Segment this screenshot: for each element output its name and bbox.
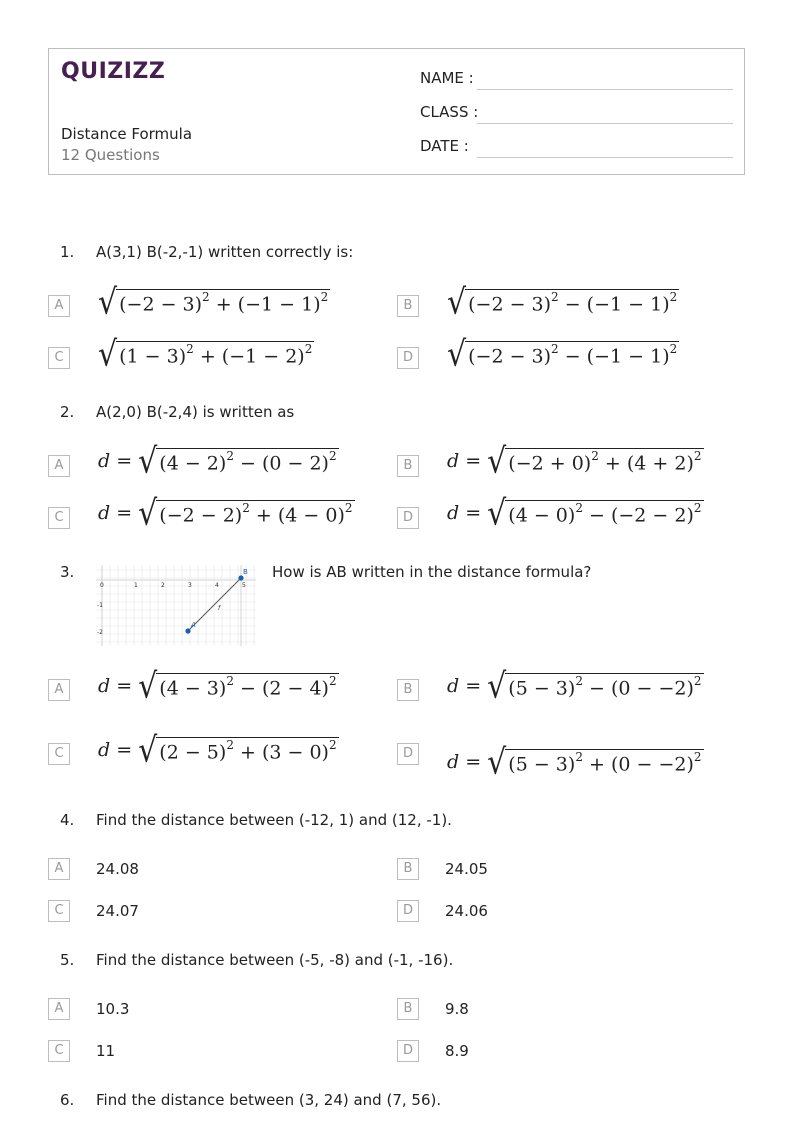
y-tick-label: -1 [97,602,103,609]
formula-option-a [98,282,330,323]
option-letter-b[interactable]: B [397,998,419,1020]
x-tick-label: 5 [242,582,246,589]
square-root: √ $(-2 - 3)^2 + (-1 - 1)^2$ [98,282,329,323]
question-number: 4. [60,811,75,829]
option-value-c: 24.07 [96,902,139,920]
question-text: A(3,1) B(-2,-1) written correctly is: [96,243,354,261]
formula-option-c: d = √ $(2 - 5)^2 + (3 - 0)^2$ [98,730,337,771]
option-letter-c[interactable]: C [48,347,70,369]
question-text: Find the distance between (-5, -8) and (-1, -16). [96,951,454,969]
question-number: 2. [60,403,75,421]
question-text: How is AB written in the distance formula? [272,563,592,581]
square-root: √ $(5 - 3)^2 + (0 - -2)^2$ [487,742,702,783]
point-b-label: B [243,568,248,576]
x-tick-label: 1 [134,582,138,589]
question-number: 5. [60,951,75,969]
x-tick-label: 0 [100,582,104,589]
formula-option-d: d = √ $(5 - 3)^2 + (0 - -2)^2$ [447,742,702,783]
option-letter-a[interactable]: A [48,998,70,1020]
option-letter-a[interactable]: A [48,455,70,477]
segment-label: f [218,605,221,612]
option-letter-a[interactable]: A [48,295,70,317]
name-input-line[interactable] [477,89,733,90]
question-text: Find the distance between (-12, 1) and (12, -1). [96,811,452,829]
x-tick-label: 4 [215,582,219,589]
square-root: √ $(4 - 2)^2 - (0 - 2)^2$ [138,441,337,482]
option-value-a: 10.3 [96,1000,130,1018]
class-label: CLASS : [420,103,479,121]
option-letter-c[interactable]: C [48,1040,70,1062]
question-count: 12 Questions [61,146,160,164]
square-root: √ $(2 - 5)^2 + (3 - 0)^2$ [138,730,337,771]
question-text: Find the distance between (3, 24) and (7, 56). [96,1091,442,1109]
point-a-label: A [191,621,196,629]
formula-option-a: d = √ $(4 - 3)^2 - (2 - 4)^2$ [98,666,337,707]
worksheet-header [48,48,745,175]
point-b [238,575,243,580]
option-value-b: 24.05 [445,860,488,878]
formula-option-b: d = √ $(5 - 3)^2 - (0 - -2)^2$ [447,666,702,707]
option-letter-d[interactable]: D [397,900,419,922]
formula-option-a: d = √ $(4 - 2)^2 - (0 - 2)^2$ [98,441,337,482]
square-root: √ $(4 - 3)^2 - (2 - 4)^2$ [138,666,337,707]
square-root: √ $(4 - 0)^2 - (-2 - 2)^2$ [487,493,702,534]
option-letter-d[interactable]: D [397,347,419,369]
y-tick-label: -2 [97,629,103,636]
option-value-d: 24.06 [445,902,488,920]
option-letter-b[interactable]: B [397,858,419,880]
x-tick-label: 3 [188,582,192,589]
square-root: √ $(-2 - 3)^2 - (-1 - 1)^2$ [447,334,678,375]
option-value-a: 24.08 [96,860,139,878]
date-input-line[interactable] [477,157,733,158]
square-root: √ $(-2 + 0)^2 + (4 + 2)^2$ [487,441,702,482]
option-letter-d[interactable]: D [397,507,419,529]
square-root: √ $(5 - 3)^2 - (0 - -2)^2$ [487,666,702,707]
formula-option-b [447,282,679,323]
x-tick-label: 2 [161,582,165,589]
worksheet-title: Distance Formula [61,125,193,143]
option-value-c: 11 [96,1042,116,1060]
date-label: DATE : [420,137,469,155]
formula-option-c: d = √ $(-2 - 2)^2 + (4 - 0)^2$ [98,493,353,534]
square-root: √ $(-2 - 3)^2 - (-1 - 1)^2$ [447,282,678,323]
name-label: NAME : [420,69,474,87]
formula-option-b: d = √ $(-2 + 0)^2 + (4 + 2)^2$ [447,441,702,482]
question-number: 6. [60,1091,75,1109]
coordinate-graph-image [96,560,256,648]
question-number: 3. [60,563,75,581]
square-root: √ $(1 - 3)^2 + (-1 - 2)^2$ [98,334,313,375]
option-letter-b[interactable]: B [397,679,419,701]
question-text: A(2,0) B(-2,4) is written as [96,403,295,421]
formula-option-d [447,334,679,375]
option-letter-c[interactable]: C [48,743,70,765]
option-letter-c[interactable]: C [48,900,70,922]
formula-option-c [98,334,314,375]
option-letter-b[interactable]: B [397,455,419,477]
question-number: 1. [60,243,75,261]
point-a [185,628,190,633]
option-letter-b[interactable]: B [397,295,419,317]
option-value-d: 8.9 [445,1042,469,1060]
quizizz-logo: QUIZIZZ [61,59,166,84]
square-root: √ $(-2 - 2)^2 + (4 - 0)^2$ [138,493,353,534]
class-input-line[interactable] [477,123,733,124]
option-letter-d[interactable]: D [397,743,419,765]
option-letter-a[interactable]: A [48,679,70,701]
option-letter-a[interactable]: A [48,858,70,880]
option-letter-c[interactable]: C [48,507,70,529]
option-value-b: 9.8 [445,1000,469,1018]
formula-option-d: d = √ $(4 - 0)^2 - (-2 - 2)^2$ [447,493,702,534]
option-letter-d[interactable]: D [397,1040,419,1062]
